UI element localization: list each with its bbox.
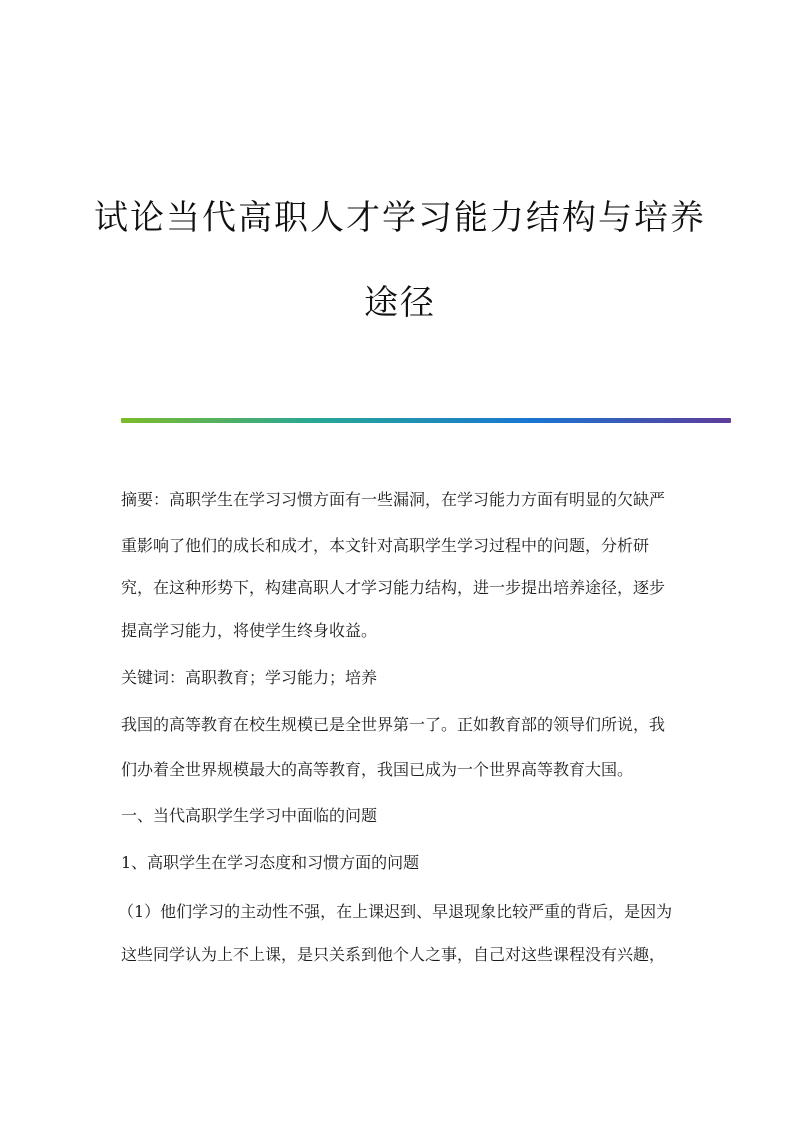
keywords-line: 关键词：高职教育；学习能力；培养 bbox=[121, 668, 378, 687]
body-paragraph-1-line-2: 们办着全世界规模最大的高等教育，我国已成为一个世界高等教育大国。 bbox=[121, 760, 634, 779]
abstract-line-4: 提高学习能力，将使学生终身收益。 bbox=[121, 621, 378, 640]
subsection-heading-1: 1、高职学生在学习态度和习惯方面的问题 bbox=[121, 853, 420, 872]
title-divider bbox=[121, 418, 731, 423]
document-title-line-2: 途径 bbox=[364, 283, 436, 323]
abstract-line-2: 重影响了他们的成长和成才，本文针对高职学生学习过程中的问题，分析研 bbox=[121, 536, 650, 555]
section-heading-1: 一、当代高职学生学习中面临的问题 bbox=[121, 806, 378, 825]
abstract-line-3: 究，在这种形势下，构建高职人才学习能力结构，进一步提出培养途径，逐步 bbox=[121, 578, 666, 597]
document-title-line-1: 试论当代高职人才学习能力结构与培养 bbox=[94, 198, 706, 238]
body-paragraph-2-line-1: （1）他们学习的主动性不强，在上课迟到、早退现象比较严重的背后，是因为 bbox=[118, 902, 673, 921]
body-paragraph-2-line-2: 这些同学认为上不上课，是只关系到他个人之事，自己对这些课程没有兴趣， bbox=[121, 945, 666, 964]
body-paragraph-1-line-1: 我国的高等教育在校生规模已是全世界第一了。正如教育部的领导们所说，我 bbox=[121, 715, 666, 734]
abstract-line-1: 摘要：高职学生在学习习惯方面有一些漏洞，在学习能力方面有明显的欠缺严 bbox=[121, 490, 666, 509]
